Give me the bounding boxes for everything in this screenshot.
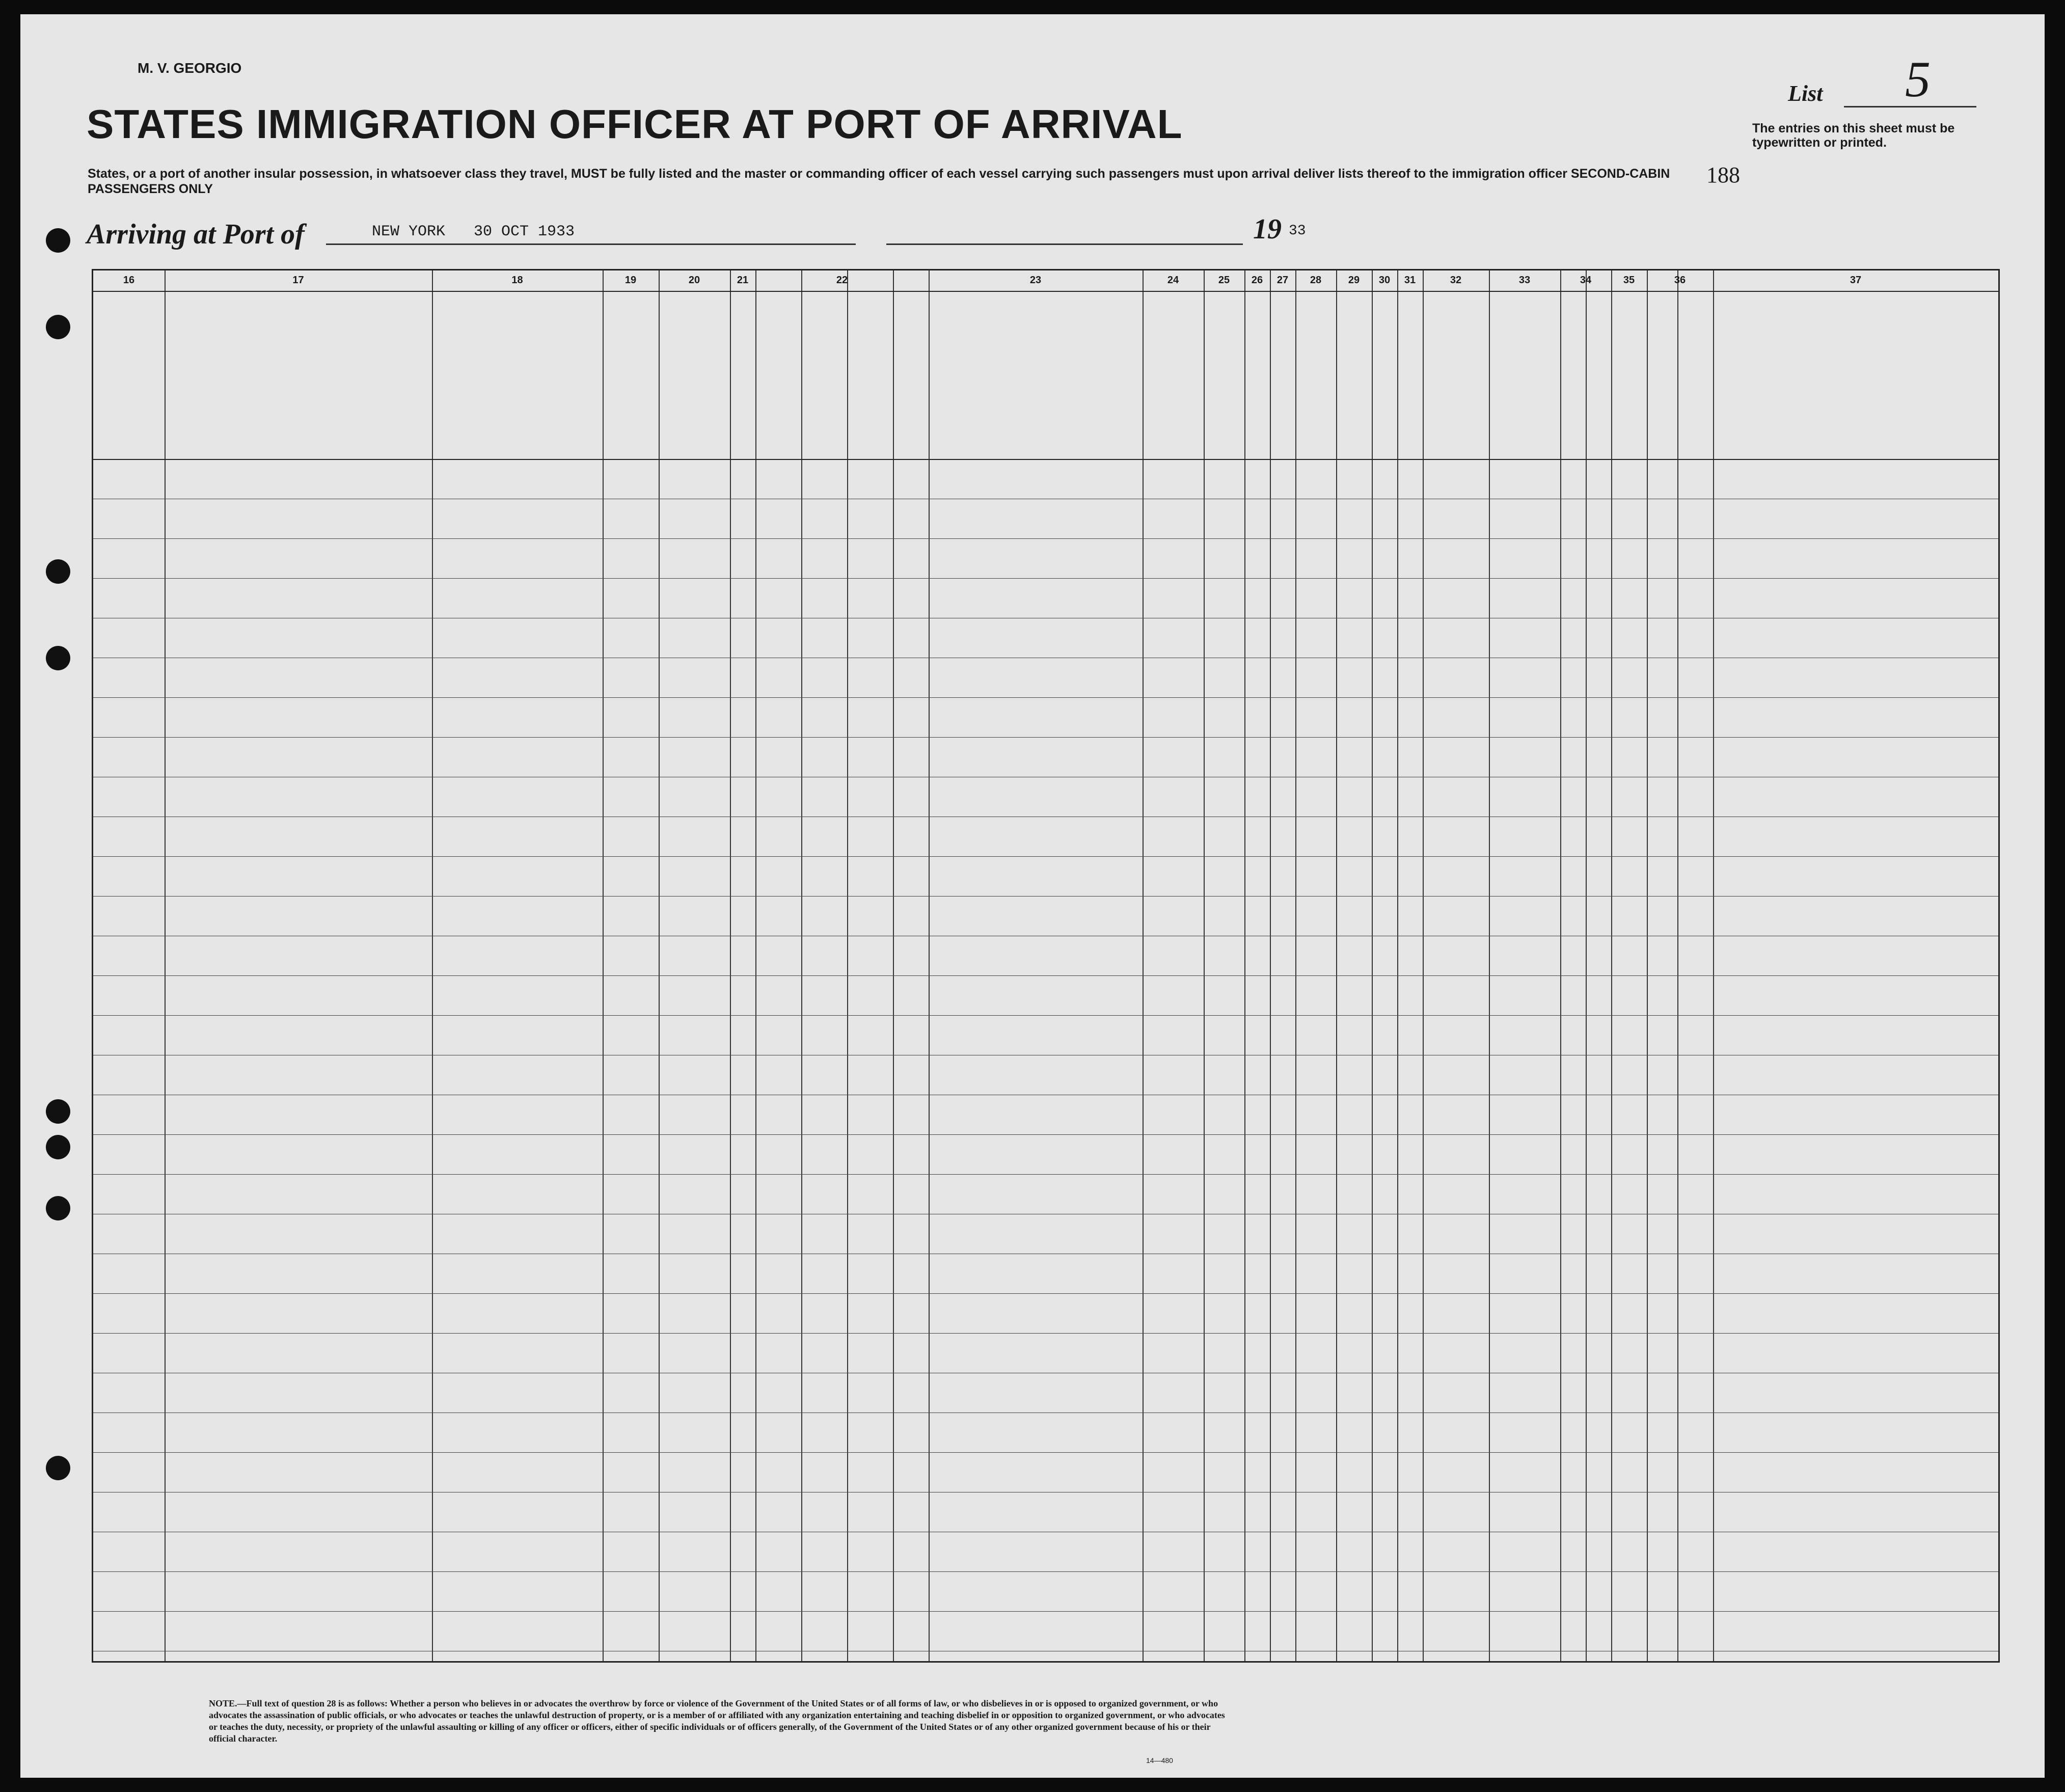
date-underline — [886, 243, 1243, 245]
arriving-label: Arriving at Port of — [87, 219, 305, 250]
row-rule — [93, 578, 1998, 579]
footer-note: NOTE.—Full text of question 28 is as follows: Whether a person who believes in or advocates the overthrow by force or violence of the Government of the United States or of all forms of law, or who disbelieves in or is opposed to organized government, or who advocates the assassination of public officials, or who advocates or teaches the unlawful destruction of property, or is a member of or affiliated with any organization entertaining and teaching disbelief in or opposition to organized government, or who advocates or teaches the duty, necessity, or propriety of the unlawful assaulting or killing of any officer or officers, either of specific individuals or of officers generally, of the Government of the United States or of any other organized government because of his or their official character. — [209, 1698, 1225, 1744]
cell-relative — [167, 699, 430, 735]
cell-relative — [167, 660, 430, 695]
binder-hole — [46, 228, 70, 253]
cell-relative — [167, 819, 430, 854]
column-number: 20 — [688, 275, 700, 286]
row-rule — [93, 1452, 1998, 1453]
column-number: 16 — [123, 275, 135, 286]
column-number: 22 — [836, 275, 848, 286]
binder-hole — [46, 1456, 70, 1480]
binder-hole — [46, 559, 70, 584]
row-rule — [93, 975, 1998, 976]
row-rule — [93, 737, 1998, 738]
column-header-anarchist — [1297, 301, 1335, 454]
port-value: NEW YORK — [372, 223, 446, 240]
column-number: 35 — [1623, 275, 1635, 286]
row-rule — [93, 856, 1998, 857]
sheet-number: 188 — [1706, 162, 1740, 187]
vessel-name: M. V. GEORGIO — [138, 60, 242, 76]
column-number: 21 — [737, 275, 749, 286]
column-header-money — [731, 301, 754, 454]
manifest-sheet — [20, 14, 2045, 1778]
cell-relative — [167, 938, 430, 973]
port-underline — [326, 243, 856, 245]
arrival-date: 30 OCT 1933 — [474, 223, 575, 240]
cell-relative — [167, 540, 430, 576]
header-rule — [93, 291, 1998, 292]
binder-hole — [46, 315, 70, 339]
cell-relative — [167, 620, 430, 656]
row-rule — [93, 538, 1998, 539]
header-rule — [93, 459, 1998, 460]
cell-relative — [167, 898, 430, 934]
page-title: STATES IMMIGRATION OFFICER AT PORT OF ARRIVAL — [87, 101, 1183, 147]
row-rule — [93, 1293, 1998, 1294]
binder-hole — [46, 1135, 70, 1159]
column-number: 32 — [1450, 275, 1462, 286]
row-rule — [93, 1333, 1998, 1334]
list-note: The entries on this sheet must be typewritten or printed. — [1752, 121, 1955, 150]
column-number: 28 — [1310, 275, 1322, 286]
column-number: 33 — [1518, 275, 1531, 286]
row-rule — [93, 1134, 1998, 1135]
column-number: 25 — [1218, 275, 1230, 286]
column-number: 31 — [1404, 275, 1416, 286]
cell-relative — [167, 739, 430, 775]
cell-relative — [167, 461, 430, 497]
column-number: 29 — [1348, 275, 1360, 286]
column-number: 37 — [1850, 275, 1862, 286]
row-rule — [93, 697, 1998, 698]
binder-hole — [46, 1099, 70, 1124]
column-header-complexion — [1613, 301, 1645, 454]
row-rule — [93, 896, 1998, 897]
cell-join — [931, 503, 1140, 538]
column-number: 17 — [292, 275, 304, 286]
column-number: 24 — [1167, 275, 1179, 286]
manifest-table — [92, 269, 2000, 1663]
column-number: 34 — [1580, 275, 1592, 286]
statement-text: States, or a port of another insular possession, in whatsoever class they travel, MUST be fully listed and the master or commanding officer of each vessel carrying such passengers must upon arrival deliver lists thereof to the immigration officer SECOND-CABIN PASSENGERS ONLY — [88, 167, 1670, 196]
form-code: 14—480 — [1146, 1756, 1173, 1764]
cell-relative — [167, 779, 430, 814]
column-number: 19 — [624, 275, 637, 286]
column-number: 26 — [1251, 275, 1263, 286]
list-label: List — [1788, 81, 1823, 106]
cell-join — [931, 781, 1140, 817]
column-number: 23 — [1029, 275, 1042, 286]
year-prefix: 19 — [1253, 213, 1282, 245]
row-rule — [93, 1571, 1998, 1572]
column-number: 30 — [1378, 275, 1391, 286]
row-rule — [93, 1611, 1998, 1612]
list-number: 5 — [1905, 51, 1931, 107]
binder-hole — [46, 1196, 70, 1220]
cell-relative — [167, 580, 430, 616]
year-suffix: 33 — [1289, 223, 1306, 239]
binder-hole — [46, 646, 70, 670]
column-header-polygamist — [1271, 301, 1294, 454]
row-rule — [93, 1174, 1998, 1175]
column-number: 36 — [1674, 275, 1686, 286]
row-rule — [93, 1015, 1998, 1016]
column-number: 27 — [1276, 275, 1289, 286]
column-number: 18 — [511, 275, 523, 286]
